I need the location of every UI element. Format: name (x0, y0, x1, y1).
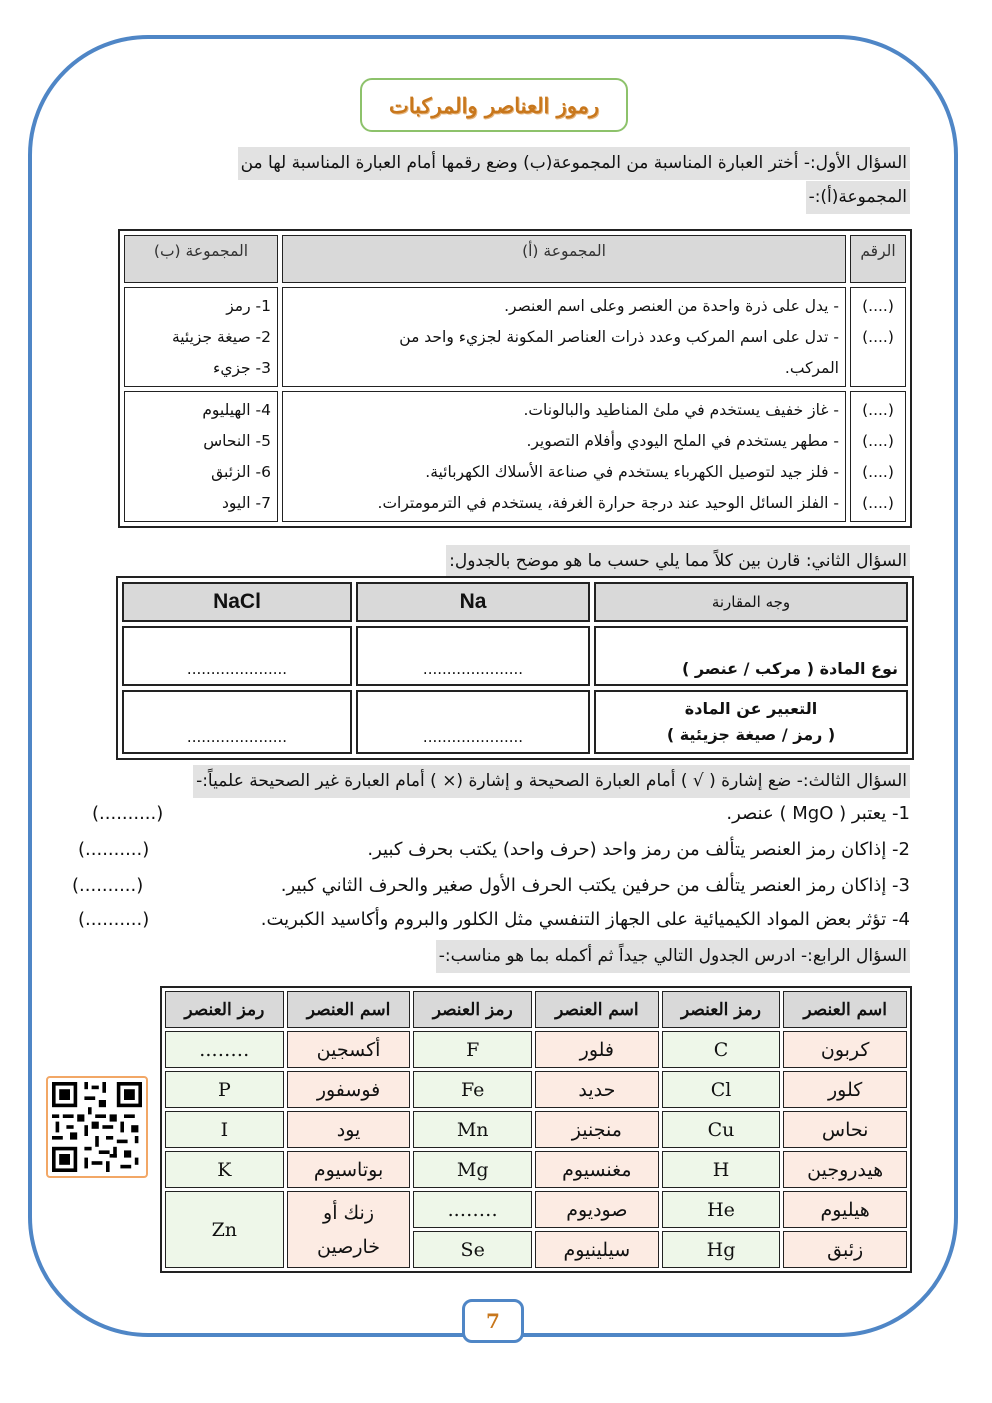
q3-heading: السؤال الثالث:- ضع إشارة ( √ ) أمام العبارة الصحيحة و إشارة (× ) أمام العبارة غير الصحيحة علمياً:- (193, 765, 910, 798)
q3-item-text: 3- إذاكان رمز العنصر يتألف من حرفين يكتب الحرف الأول صغير والحرف الثاني كبير. (280, 875, 910, 896)
answer-blank[interactable]: (....) (862, 432, 894, 450)
element-symbol: Zn (165, 1191, 284, 1268)
q2-header-nacl: NaCl (122, 582, 352, 622)
table-row (165, 1151, 907, 1188)
table-row (165, 1071, 907, 1108)
answer-blank[interactable]: (..........) (78, 839, 150, 860)
element-symbol: I (165, 1111, 284, 1148)
q3-item (72, 835, 910, 865)
option: 3- جزيء (213, 359, 271, 377)
header-element-name: اسم العنصر (783, 991, 907, 1028)
element-name: بوتاسيوم (287, 1151, 411, 1188)
table-row (165, 1111, 907, 1148)
q1-heading-line2: المجموعة(أ):- (806, 181, 910, 214)
answer-blank[interactable]: …….. (165, 1031, 284, 1068)
header-element-name: اسم العنصر (535, 991, 659, 1028)
option: 2- صيغة جزيئية (171, 328, 271, 346)
statement: - غاز خفيف يستخدم في ملئ المناطيد والبالونات. (523, 401, 839, 419)
table-row (165, 1191, 907, 1228)
element-name: يود (287, 1111, 411, 1148)
statement: - تدل على اسم المركب وعدد ذرات العناصر المكونة لجزيء واحد من (399, 328, 839, 346)
element-name: فلور (535, 1031, 659, 1068)
q3-item-text: 4- تؤثر بعض المواد الكيميائية على الجهاز التنفسي مثل الكلور والبروم وأكاسيد الكبريت. (260, 909, 910, 930)
answer-blank[interactable]: (....) (862, 328, 894, 346)
statement: - مطهر يستخدم في الملح اليودي وأفلام التصوير. (526, 432, 839, 450)
qr-code[interactable] (46, 1076, 148, 1178)
qr-code-icon (52, 1082, 142, 1172)
q2-header-aspect: وجه المقارنة (594, 582, 908, 622)
answer-blank[interactable]: (....) (862, 494, 894, 512)
element-name: كلور (783, 1071, 907, 1108)
q3-item (72, 871, 910, 901)
q2-row2-label-line1: التعبير عن المادة (684, 699, 818, 718)
q1-matching-table (118, 229, 912, 528)
q2-row2-label (594, 690, 908, 754)
answer-blank[interactable]: (....) (862, 463, 894, 481)
q3-item-text: 1- يعتبر ( MgO ) عنصر. (726, 803, 910, 824)
q2-comparison-table (116, 576, 914, 760)
element-symbol: F (413, 1031, 532, 1068)
q3-item-text: 2- إذاكان رمز العنصر يتألف من رمز واحد (حرف واحد) يكتب بحرف كبير. (367, 839, 910, 860)
page-number: 7 (462, 1299, 524, 1343)
element-name: منجنيز (535, 1111, 659, 1148)
answer-blank[interactable]: (..........) (72, 875, 144, 896)
element-name: صوديوم (535, 1191, 659, 1228)
option: 4- الهيليوم (202, 401, 271, 419)
answer-blank[interactable]: (....) (862, 401, 894, 419)
statement: المركب. (784, 359, 839, 377)
q3-item (72, 799, 910, 829)
element-name: زئبق (783, 1231, 907, 1268)
answer-blank[interactable]: (....) (862, 297, 894, 315)
q4-elements-table (160, 986, 912, 1273)
element-symbol: Cu (662, 1111, 781, 1148)
q1-header-b: المجموعة (ب) (124, 235, 278, 283)
element-name: مغنسيوم (535, 1151, 659, 1188)
table-row (165, 1031, 907, 1068)
answer-blank[interactable]: ..................... (122, 626, 352, 686)
element-symbol: H (662, 1151, 781, 1188)
element-name: هيليوم (783, 1191, 907, 1228)
header-element-symbol: رمز العنصر (662, 991, 781, 1028)
element-symbol: Hg (662, 1231, 781, 1268)
element-symbol: Cl (662, 1071, 781, 1108)
answer-blank[interactable]: ..................... (356, 690, 590, 754)
element-name (287, 1191, 411, 1268)
element-symbol: Se (413, 1231, 532, 1268)
element-name-line1: زنك أو (323, 1201, 375, 1224)
q4-heading: السؤال الرابع:- ادرس الجدول التالي جيداً ثم أكمله بما هو مناسب:- (436, 940, 910, 973)
element-name: سيلينيوم (535, 1231, 659, 1268)
element-symbol: C (662, 1031, 781, 1068)
element-symbol: Mg (413, 1151, 532, 1188)
statement: - يدل على ذرة واحدة من العنصر وعلى اسم العنصر. (504, 297, 839, 315)
q1-heading-line1: السؤال الأول:- أختر العبارة المناسبة من المجموعة(ب) وضع رقمها أمام العبارة المناسبة لها من (238, 147, 910, 180)
answer-blank[interactable]: (..........) (78, 909, 150, 930)
header-element-symbol: رمز العنصر (165, 991, 284, 1028)
element-name: أكسجين (287, 1031, 411, 1068)
title-box (360, 78, 628, 132)
option: 6- الزئبق (211, 463, 271, 481)
element-name: فوسفور (287, 1071, 411, 1108)
element-name: كربون (783, 1031, 907, 1068)
q2-row2-label-line2: ( رمز / صيغة جزيئية ) (666, 725, 836, 744)
q3-item (72, 905, 910, 935)
q1-header-num: الرقم (850, 235, 906, 283)
element-symbol: Fe (413, 1071, 532, 1108)
option: 7- اليود (221, 494, 271, 512)
q2-header-na: Na (356, 582, 590, 622)
header-element-name: اسم العنصر (287, 991, 411, 1028)
page-title: رموز العناصر والمركبات (388, 92, 600, 118)
q2-heading: السؤال الثاني: قارن بين كلاً مما يلي حسب ما هو موضح بالجدول: (446, 545, 910, 578)
element-name: حديد (535, 1071, 659, 1108)
answer-blank[interactable]: (..........) (92, 803, 164, 824)
element-symbol: He (662, 1191, 781, 1228)
answer-blank[interactable]: …….. (413, 1191, 532, 1228)
element-name: هيدروجين (783, 1151, 907, 1188)
element-symbol: Mn (413, 1111, 532, 1148)
element-symbol: P (165, 1071, 284, 1108)
answer-blank[interactable]: ..................... (122, 690, 352, 754)
header-element-symbol: رمز العنصر (413, 991, 532, 1028)
statement: - الفلز السائل الوحيد عند درجة حرارة الغرفة، يستخدم في الترمومترات. (377, 494, 839, 512)
option: 1- رمز (226, 297, 271, 315)
q1-header-a: المجموعة (أ) (282, 235, 846, 283)
answer-blank[interactable]: ..................... (356, 626, 590, 686)
element-name-line2: خارصين (317, 1235, 381, 1258)
option: 5- النحاس (203, 432, 271, 450)
element-name: نحاس (783, 1111, 907, 1148)
statement: - فلز جيد لتوصيل الكهرباء يستخدم في صناعة الأسلاك الكهربائية. (425, 463, 839, 481)
element-symbol: K (165, 1151, 284, 1188)
q2-row1-label: نوع المادة ( مركب / عنصر ) (594, 626, 908, 686)
